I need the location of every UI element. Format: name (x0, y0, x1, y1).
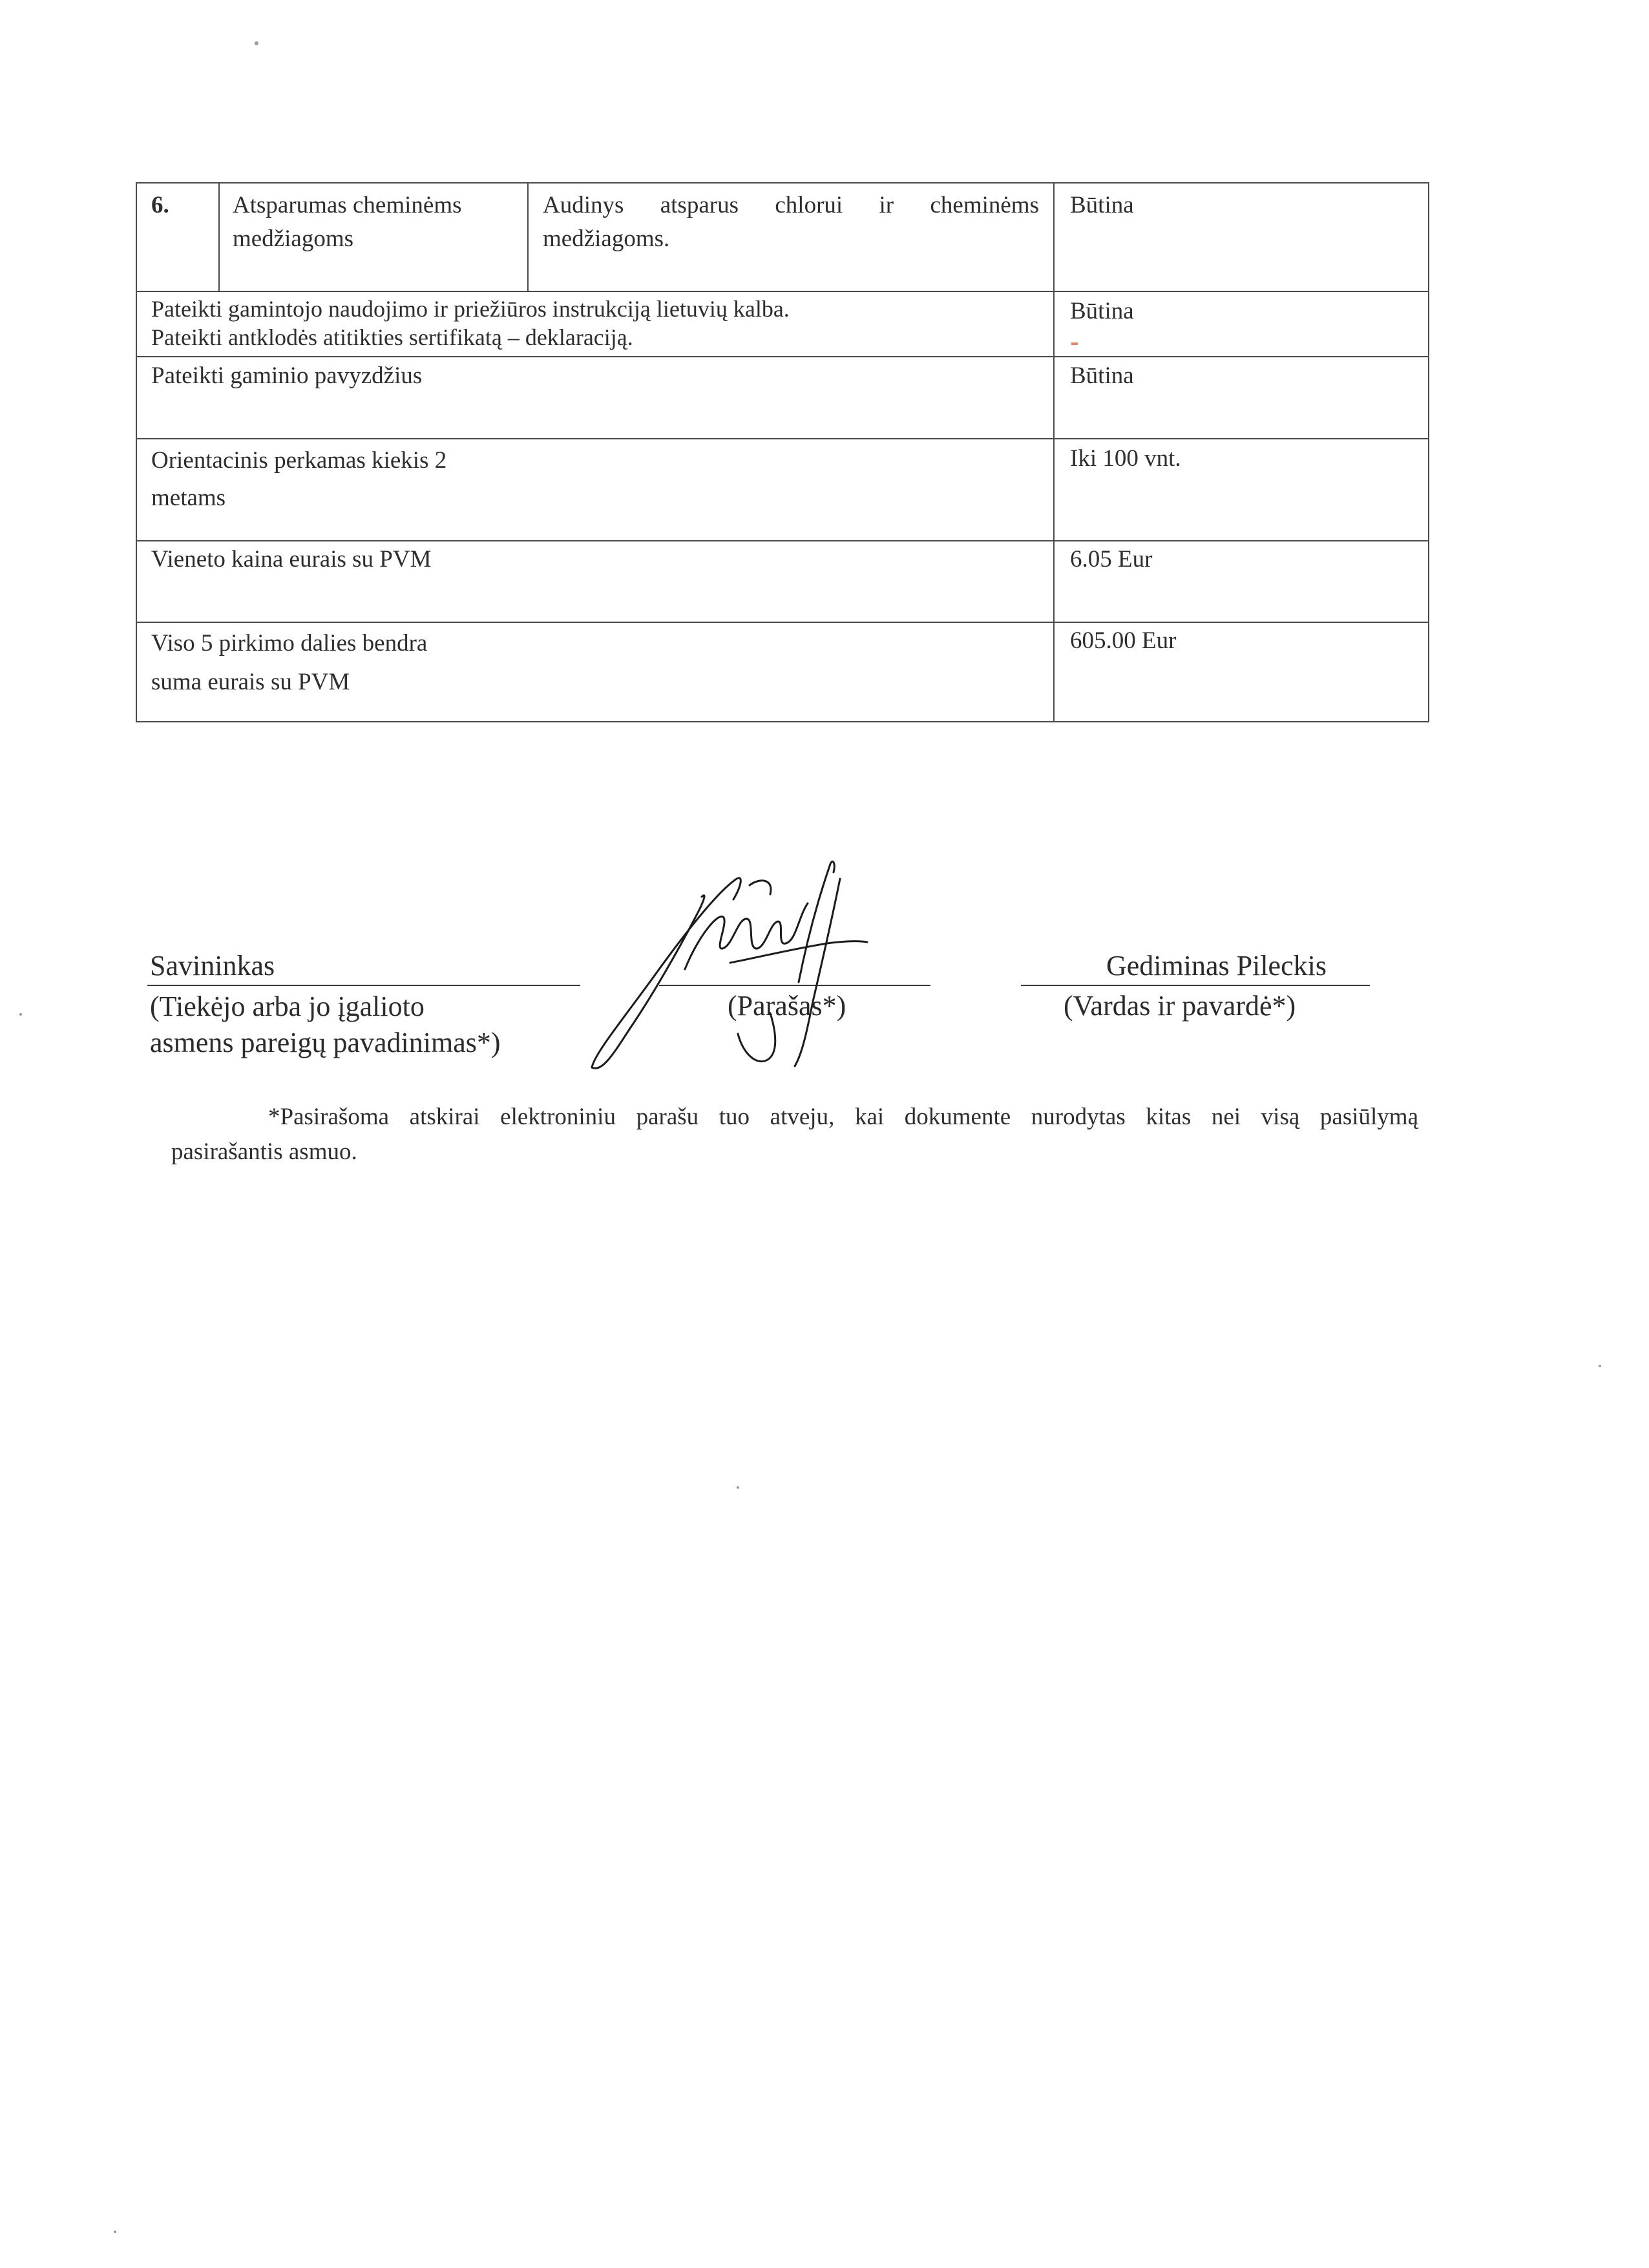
table-row-divider (137, 622, 1428, 623)
scan-speck (114, 2231, 116, 2233)
quantity-label-line: Orientacinis perkamas kiekis 2 (151, 447, 447, 474)
table-row-divider (137, 356, 1428, 357)
name-caption: (Vardas ir pavardė*) (1064, 990, 1296, 1022)
handwritten-signature (569, 840, 930, 1086)
unit-price-label: Vieneto kaina eurais su PVM (151, 546, 432, 572)
table-row-divider (137, 291, 1428, 292)
name-underline (1021, 985, 1370, 986)
criterion-description-line: medžiagoms. (543, 226, 670, 252)
table-column-divider (218, 184, 220, 291)
scan-speck (19, 1013, 22, 1016)
criterion-requirement: Būtina (1070, 192, 1134, 218)
scan-speck (255, 41, 258, 45)
position-caption-line: asmens pareigų pavadinimas*) (150, 1027, 501, 1058)
quantity-label-line: metams (151, 485, 226, 511)
instructions-line: Pateikti gamintojo naudojimo ir priežiūros instrukciją lietuvių kalba. (151, 296, 790, 322)
criterion-description (543, 189, 1039, 256)
total-value: 605.00 Eur (1070, 627, 1177, 654)
specification-table (136, 182, 1429, 722)
criterion-name-line: Atsparumas cheminėms (233, 192, 462, 218)
row-number: 6. (151, 192, 169, 218)
position-underline (147, 985, 580, 986)
signature-caption: (Parašas*) (728, 990, 846, 1022)
table-row-divider (137, 438, 1428, 439)
table-column-divider (527, 184, 529, 291)
instructions-text (151, 295, 1043, 352)
position-caption (150, 989, 501, 1061)
scan-mark (1071, 342, 1078, 345)
quantity-label (151, 442, 446, 517)
scan-speck (737, 1486, 739, 1489)
instructions-line: Pateikti antklodės atitikties sertifikatą – deklaraciją. (151, 324, 633, 350)
criterion-description-line: Audinys atsparus chlorui ir cheminėms (543, 192, 1039, 218)
criterion-name (233, 189, 517, 256)
table-column-divider (1053, 184, 1055, 721)
footnote-line-text: *Pasirašoma atskirai elektroniniu parašu tuo atveju, kai dokumente nurodytas kitas nei visą pasiūlymą (268, 1104, 1418, 1130)
criterion-name-line: medžiagoms (233, 226, 354, 252)
unit-price-value: 6.05 Eur (1070, 546, 1153, 572)
quantity-value: Iki 100 vnt. (1070, 445, 1181, 472)
table-row-divider (137, 540, 1428, 541)
total-label-line: suma eurais su PVM (151, 669, 350, 695)
total-label-line: Viso 5 pirkimo dalies bendra (151, 630, 428, 656)
footnote-line: pasirašantis asmuo. (171, 1139, 357, 1165)
samples-requirement: Būtina (1070, 362, 1134, 389)
instructions-requirement: Būtina (1070, 298, 1134, 324)
samples-label: Pateikti gaminio pavyzdžius (151, 362, 423, 389)
position-value: Savininkas (150, 950, 275, 982)
total-label (151, 624, 427, 702)
name-value: Gediminas Pileckis (1106, 950, 1327, 982)
scan-speck (1599, 1365, 1601, 1367)
footnote (171, 1100, 1418, 1170)
position-caption-line: (Tiekėjo arba jo įgalioto (150, 991, 425, 1022)
footnote-line (171, 1100, 1418, 1135)
